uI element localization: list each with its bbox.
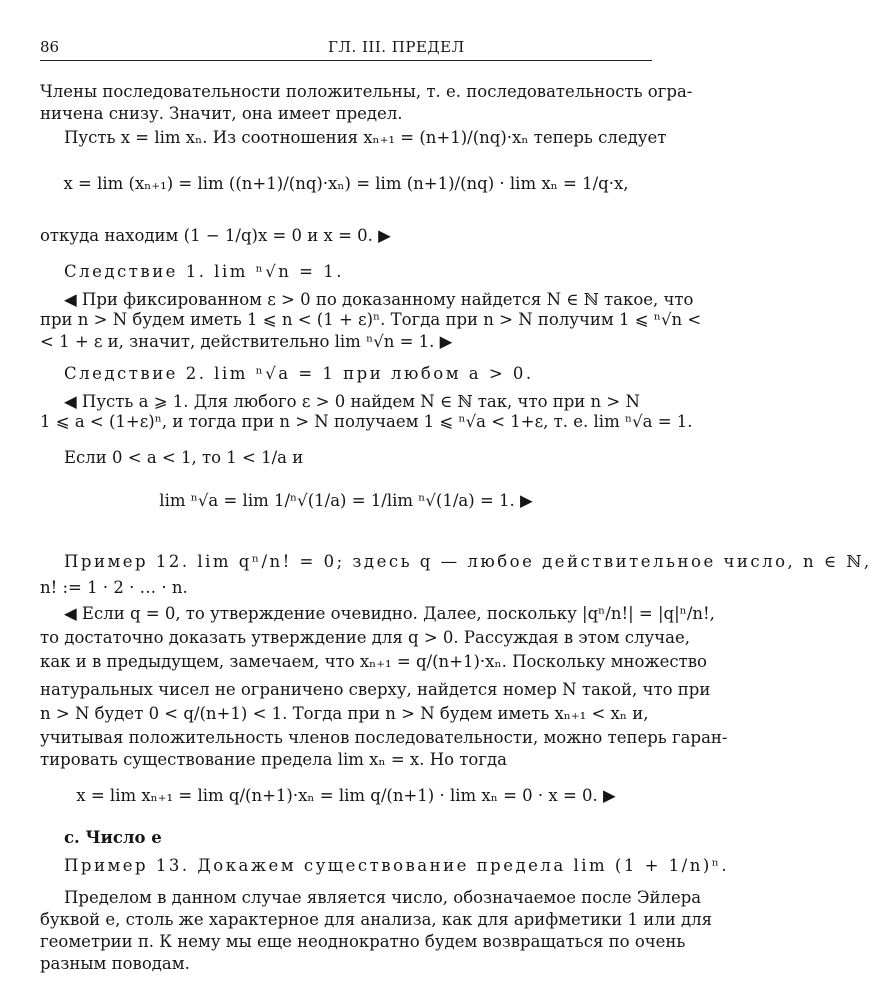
text-line: натуральных чисел не ограничено сверху, найдется номер N такой, что при [40,680,711,699]
text-line: тировать существование предела lim xₙ = x. Но тогда [40,750,507,769]
text-line: Члены последовательности положительны, т. е. последовательность огра- [40,82,693,101]
text-line: то достаточно доказать утверждение для q > 0. Рассуждая в этом случае, [40,628,690,647]
text-line: Если 0 < a < 1, то 1 < 1/a и [64,448,304,467]
text-line: разным поводам. [40,954,190,973]
text-line: 1 ⩽ a < (1+ε)ⁿ, и тогда при n > N получаем 1 ⩽ ⁿ√a < 1+ε, т. е. lim ⁿ√a = 1. [40,412,693,431]
corollary-heading: Следствие 1. lim ⁿ√n = 1. [64,262,344,281]
text-line: ◀ При фиксированном ε > 0 по доказанному найдется N ∈ ℕ такое, что [64,290,694,309]
text-line: откуда находим (1 − 1/q)x = 0 и x = 0. ▶ [40,226,391,245]
text-line: ничена снизу. Значит, она имеет предел. [40,104,403,123]
display-equation: x = lim xₙ₊₁ = lim q/(n+1)·xₙ = lim q/(n+1) · lim xₙ = 0 · x = 0. ▶ [76,786,616,805]
running-header [40,34,652,61]
corollary-heading: Следствие 2. lim ⁿ√a = 1 при любом a > 0. [64,364,534,383]
example-heading: Пример 13. Докажем существование предела lim (1 + 1/n)ⁿ. [64,856,730,875]
display-equation: x = lim (xₙ₊₁) = lim ((n+1)/(nq)·xₙ) = lim (n+1)/(nq) · lim xₙ = 1/q·x, [63,174,629,193]
page-number: 86 [40,38,60,56]
text-line: Пусть x = lim xₙ. Из соотношения xₙ₊₁ = (n+1)/(nq)·xₙ теперь следует [64,128,667,147]
text-line: ◀ Если q = 0, то утверждение очевидно. Далее, поскольку |qⁿ/n!| = |q|ⁿ/n!, [64,604,715,623]
text-line: Пределом в данном случае является число, обозначаемое после Эйлера [64,888,702,907]
text-line: n! := 1 · 2 · … · n. [40,578,188,597]
running-title: ГЛ. III. ПРЕДЕЛ [328,38,465,56]
text-line: при n > N будем иметь 1 ⩽ n < (1 + ε)ⁿ. Тогда при n > N получим 1 ⩽ ⁿ√n < [40,310,702,329]
example-heading: Пример 12. lim qⁿ/n! = 0; здесь q — любое действительное число, n ∈ ℕ, [64,552,872,571]
text-line: геометрии π. К нему мы еще неоднократно будем возвращаться по очень [40,932,686,951]
text-line: ◀ Пусть a ⩾ 1. Для любого ε > 0 найдем N ∈ ℕ так, что при n > N [64,392,640,411]
display-equation: lim ⁿ√a = lim 1/ⁿ√(1/a) = 1/lim ⁿ√(1/a) = 1. ▶ [159,491,533,510]
section-heading: c. Число e [64,828,162,847]
text-line: как и в предыдущем, замечаем, что xₙ₊₁ = q/(n+1)·xₙ. Поскольку множество [40,652,707,671]
text-line: учитывая положительность членов последовательности, можно теперь гаран- [40,728,728,747]
text-line: < 1 + ε и, значит, действительно lim ⁿ√n = 1. ▶ [40,332,453,351]
text-line: n > N будет 0 < q/(n+1) < 1. Тогда при n > N будем иметь xₙ₊₁ < xₙ и, [40,704,649,723]
text-line: буквой e, столь же характерное для анализа, как для арифметики 1 или для [40,910,713,929]
